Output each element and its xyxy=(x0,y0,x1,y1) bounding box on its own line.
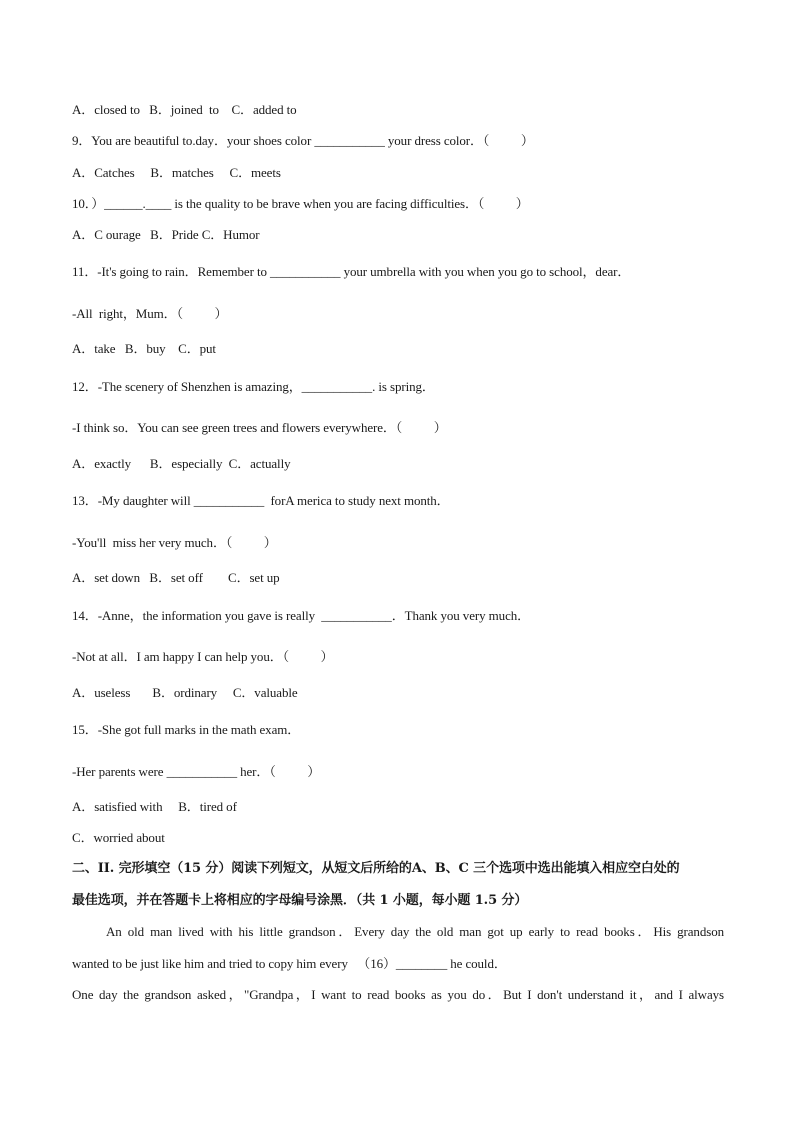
passage-line-3: One day the grandson asked，"Grandpa，I want to read books as you do．But I don't understand it，and I always xyxy=(72,987,724,1002)
q12-reply: -I think so．You can see green trees and flowers everywhere．（ ） xyxy=(72,420,447,435)
q9-question: 9．You are beautiful to.day．your shoes color ___________ your dress color．（ ） xyxy=(72,133,534,148)
q13-question: 13．-My daughter will ___________ forA merica to study next month． xyxy=(72,493,450,508)
q12-question: 12．-The scenery of Shenzhen is amazing，___________. is spring． xyxy=(72,379,435,394)
q9-options: A．Catches B．matches C．meets xyxy=(72,165,281,180)
q12-options: A．exactly B．especially C．actually xyxy=(72,456,291,471)
q14-reply: -Not at all．I am happy I can help you．（ ） xyxy=(72,649,334,664)
q15-option-c: C．worried about xyxy=(72,830,165,845)
q15-options-ab: A．satisfied with B．tired of xyxy=(72,799,237,814)
q13-options: A．set down B．set off C．set up xyxy=(72,570,280,585)
q14-options: A．useless B．ordinary C．valuable xyxy=(72,685,298,700)
q15-question: 15．-She got full marks in the math exam． xyxy=(72,722,301,737)
q14-question: 14．-Anne，the information you gave is really ___________．Thank you very much． xyxy=(72,608,531,623)
q11-reply: -All right，Mum．（ ） xyxy=(72,306,228,321)
section-heading-line1: 二、II. 完形填空（15 分）阅读下列短文，从短文后所给的A、B、C 三个选项中选出能填入相应空白处的 xyxy=(72,861,680,876)
q11-options: A．take B．buy C．put xyxy=(72,341,216,356)
section-heading-line2: 最佳选项，并在答题卡上将相应的字母编号涂黑．（共 1 小题，每小题 1.5 分） xyxy=(72,893,528,908)
q8-options: A．closed to B．joined to C．added to xyxy=(72,102,297,117)
q13-reply: -You'll miss her very much．（ ） xyxy=(72,535,277,550)
passage-line-2: wanted to be just like him and tried to copy him every （16）________ he could． xyxy=(72,956,507,971)
q10-options: A．C ourage B．Pride C．Humor xyxy=(72,227,260,242)
q11-question: 11．-It's going to rain．Remember to ___________ your umbrella with you when you go to school，dear． xyxy=(72,264,631,279)
q15-reply: -Her parents were ___________ her．（ ） xyxy=(72,764,321,779)
q10-question: 10．）______.____ is the quality to be brave when you are facing difficulties．（ ） xyxy=(72,196,529,211)
passage-line-1: An old man lived with his little grandson．Every day the old man got up early to read books．His grandson xyxy=(106,924,724,939)
